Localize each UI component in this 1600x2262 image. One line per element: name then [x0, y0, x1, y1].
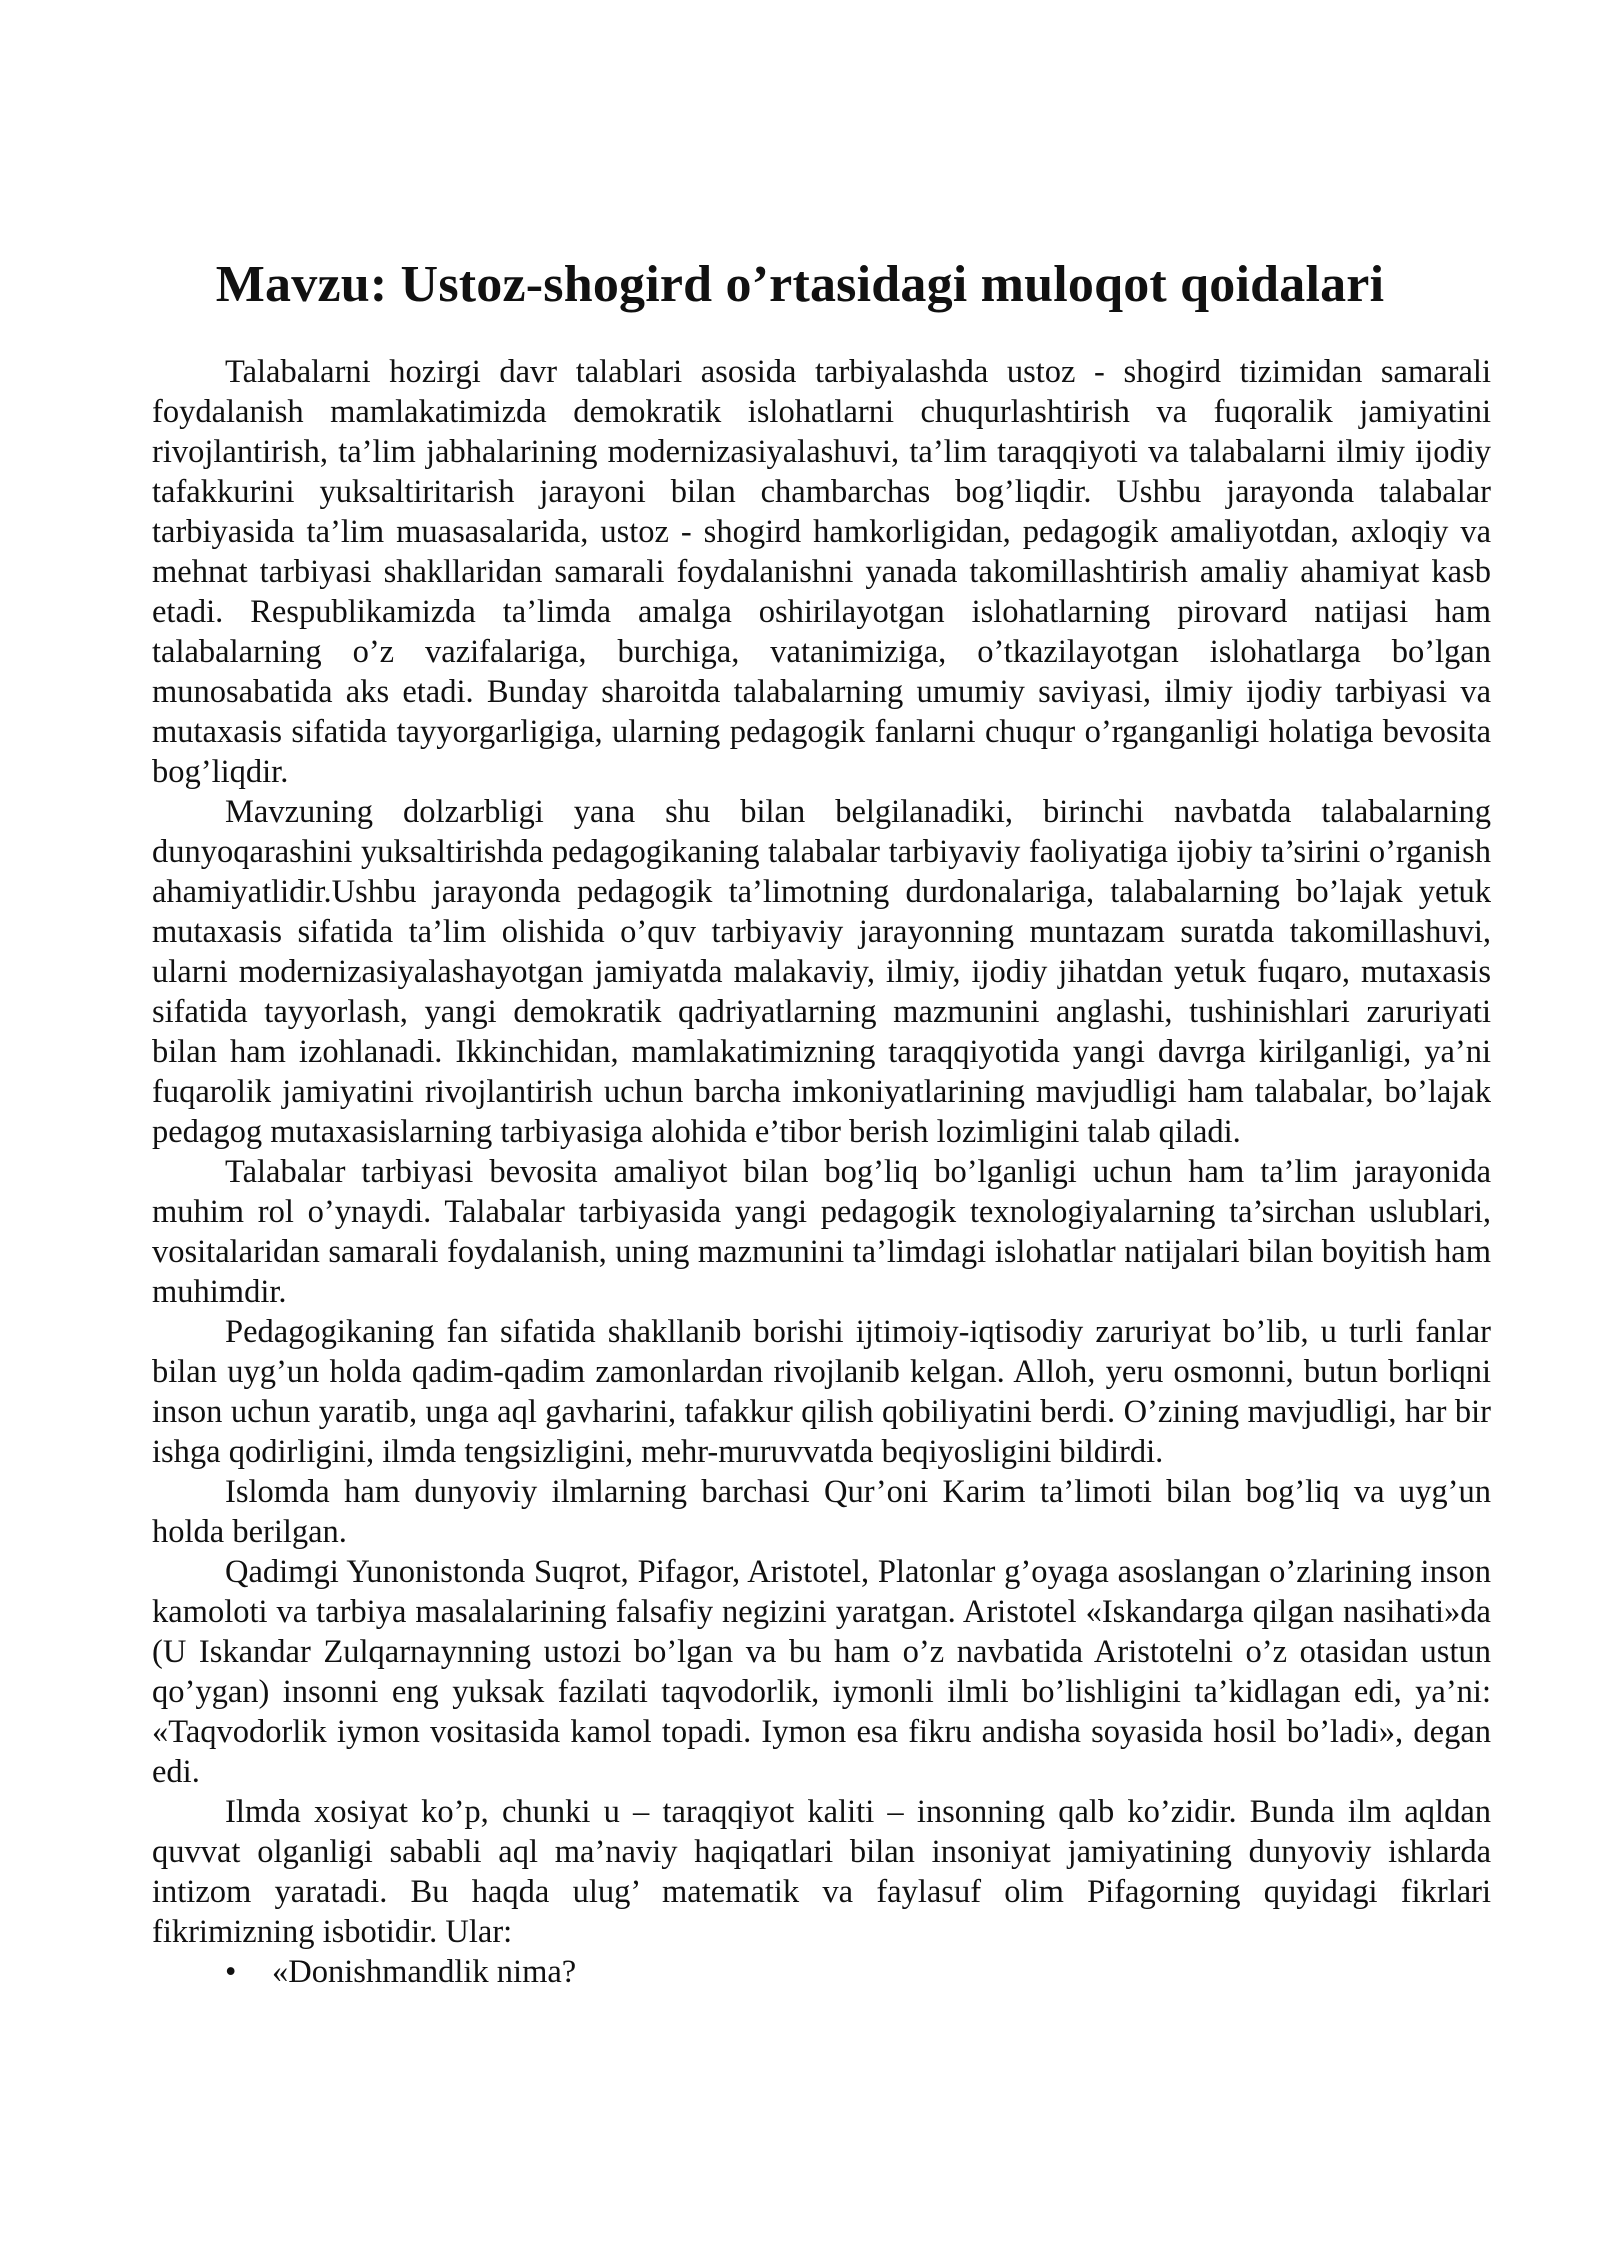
list-item	[152, 1952, 1491, 1992]
paragraph-4: Pedagogikaning fan sifatida shakllanib borishi ijtimoiy-iqtisodiy zaruriyat bo’lib, u turli fanlar bilan uyg’un holda qadim-qadim zamonlardan rivojlanib kelgan. Alloh, yeru osmonni, butun borliqni inson uchun yaratib, unga aql gavharini, tafakkur qilish qobiliyatini berdi. O’zining mavjudligi, har bir ishga qodirligini, ilmda tengsizligini, mehr-muruvvatda beqiyosligini bildirdi.	[152, 1314, 1491, 1470]
paragraph-6: Qadimgi Yunonistonda Suqrot, Pifagor, Aristotel, Platonlar g’oyaga asoslangan o’zlarining inson kamoloti va tarbiya masalalarining falsafiy negizini yaratgan. Aristotel «Iskandarga qilgan nasihati»da (U Iskandar Zulqarnaynning ustozi bo’lgan va bu ham o’z navbatida Aristotelni o’z otasidan ustun qo’ygan) insonni eng yuksak fazilati taqvodorlik, iymonli ilmli bo’lishligini ta’kidlagan edi, ya’ni: «Taqvodorlik iymon vositasida kamol topadi. Iymon esa fikru andisha soyasida hosil bo’ladi», degan edi.	[152, 1554, 1491, 1790]
bullet-list	[152, 1952, 1491, 1992]
bullet-marker: •	[225, 1954, 237, 1990]
paragraph-5: Islomda ham dunyoviy ilmlarning barchasi Qur’oni Karim ta’limoti bilan bog’liq va uyg’un holda berilgan.	[152, 1474, 1491, 1550]
document-body	[152, 352, 1491, 1992]
paragraph-3: Talabalar tarbiyasi bevosita amaliyot bilan bog’liq bo’lganligi uchun ham ta’lim jarayonida muhim rol o’ynaydi. Talabalar tarbiyasida yangi pedagogik texnologiyalarning ta’sirchan uslublari, vositalaridan samarali foydalanish, uning mazmunini ta’limdagi islohatlar natijalari bilan boyitish ham muhimdir.	[152, 1154, 1491, 1310]
bullet-text: «Donishmandlik nima?	[272, 1954, 577, 1990]
paragraph-1: Talabalarni hozirgi davr talablari asosida tarbiyalashda ustoz - shogird tizimidan samarali foydalanish mamlakatimizda demokratik islohatlarni chuqurlashtirish va fuqoralik jamiyatini rivojlantirish, ta’lim jabhalarining modernizasiyalashuvi, ta’lim taraqqiyoti va talabalarni ilmiy ijodiy tafakkurini yuksaltiritarish jarayoni bilan chambarchas bog’liqdir. Ushbu jarayonda talabalar tarbiyasida ta’lim muasasalarida, ustoz - shogird hamkorligidan, pedagogik amaliyotdan, axloqiy va mehnat tarbiyasi shakllaridan samarali foydalanishni yanada takomillashtirish amaliy ahamiyat kasb etadi. Respublikamizda ta’limda amalga oshirilayotgan islohatlarning pirovard natijasi ham talabalarning o’z vazifalariga, burchiga, vatanimiziga, o’tkazilayotgan islohatlarga bo’lgan munosabatida aks etadi. Bunday sharoitda talabalarning umumiy saviyasi, ilmiy ijodiy tarbiyasi va mutaxasis sifatida tayyorgarligiga, ularning pedagogik fanlarni chuqur o’rganganligi holatiga bevosita bog’liqdir.	[152, 354, 1491, 790]
page-title: Mavzu: Ustoz-shogird o’rtasidagi muloqot qoidalari	[215, 255, 1385, 313]
paragraph-7: Ilmda xosiyat ko’p, chunki u – taraqqiyot kaliti – insonning qalb ko’zidir. Bunda ilm aqldan quvvat olganligi sababli aql ma’naviy haqiqatlari bilan insoniyat jamiyatining dunyoviy ishlarda intizom yaratadi. Bu haqda ulug’ matematik va faylasuf olim Pifagorning quyidagi fikrlari fikrimizning isbotidir. Ular:	[152, 1794, 1491, 1950]
paragraph-2: Mavzuning dolzarbligi yana shu bilan belgilanadiki, birinchi navbatda talabalarning dunyoqarashini yuksaltirishda pedagogikaning talabalar tarbiyaviy faoliyatiga ijobiy ta’sirini o’rganish ahamiyatlidir.Ushbu jarayonda pedagogik ta’limotning durdonalariga, talabalarning bo’lajak yetuk mutaxasis sifatida ta’lim olishida o’quv tarbiyaviy jarayonning muntazam suratda takomillashuvi, ularni modernizasiyalashayotgan jamiyatda malakaviy, ilmiy, ijodiy jihatdan yetuk fuqaro, mutaxasis sifatida tayyorlash, yangi demokratik qadriyatlarning mazmunini anglashi, tushinishlari zaruriyati bilan ham izohlanadi. Ikkinchidan, mamlakatimizning taraqqiyotida yangi davrga kirilganligi, ya’ni fuqarolik jamiyatini rivojlantirish uchun barcha imkoniyatlarining mavjudligi ham talabalar, bo’lajak pedagog mutaxasislarning tarbiyasiga alohida e’tibor berish lozimligini talab qiladi.	[152, 794, 1491, 1150]
